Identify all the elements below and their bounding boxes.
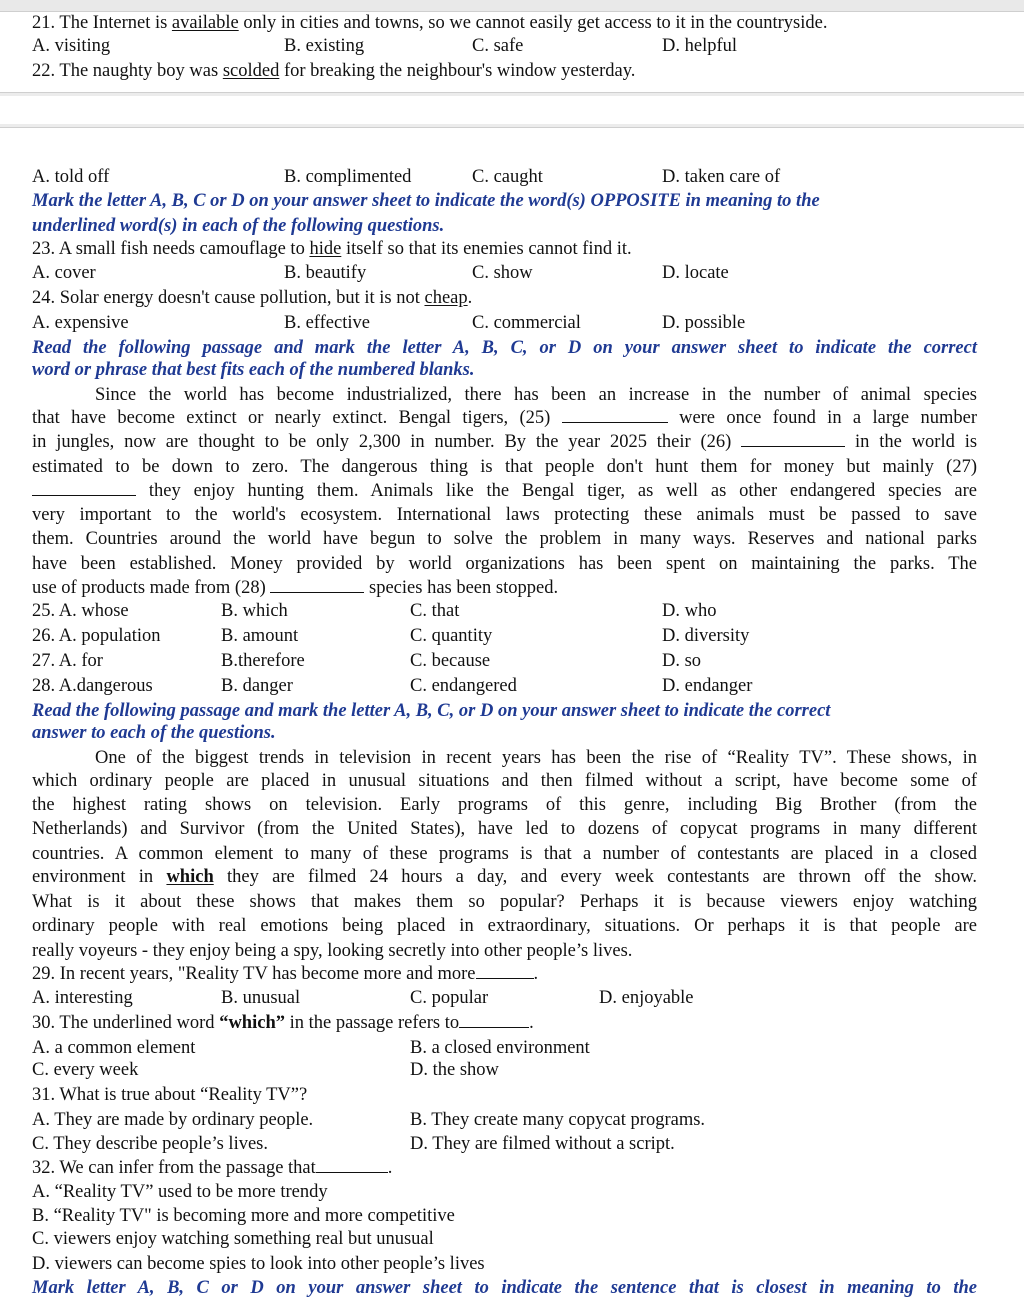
passage2-line: ordinary people with real emotions being placed in extraordinary, situations. Or perhaps it is that people are [32, 916, 977, 936]
passage2-line: countries. A common element to many of these programs is that a number of contestants are placed in a closed [32, 844, 977, 864]
q30-option-a[interactable]: A. a common element [32, 1038, 196, 1058]
q31-option-b[interactable]: B. They create many copycat programs. [410, 1110, 706, 1130]
underlined-which: which [166, 867, 214, 887]
q25-option-c[interactable]: C. that [410, 601, 460, 621]
q25-option-b[interactable]: B. which [221, 601, 288, 621]
q29-option-d[interactable]: D. enjoyable [599, 988, 694, 1008]
q32-option-b[interactable]: B. “Reality TV" is becoming more and more competitive [32, 1206, 455, 1226]
q28-option-a[interactable]: 28. A.dangerous [32, 676, 153, 696]
q26-option-b[interactable]: B. amount [221, 626, 299, 646]
q30-option-c[interactable]: C. every week [32, 1060, 139, 1080]
passage1-line: very important to the world's ecosystem. International laws protecting these animals must be passed to save [32, 505, 977, 525]
q25-option-d[interactable]: D. who [662, 601, 717, 621]
underlined-word: cheap [424, 288, 468, 308]
q26-option-d[interactable]: D. diversity [662, 626, 750, 646]
instruction-opposite-line1: Mark the letter A, B, C or D on your answer sheet to indicate the word(s) OPPOSITE in meaning to the [32, 191, 820, 211]
instruction-closest-line1: Mark letter A, B, C or D on your answer sheet to indicate the sentence that is closest in meaning to the [32, 1278, 977, 1298]
q24-option-a[interactable]: A. expensive [32, 313, 129, 333]
passage1-line: that have become extinct or nearly extinct. Bengal tigers, (25) were once found in a large number [32, 408, 978, 428]
instruction-cloze-line2: word or phrase that best fits each of the numbered blanks. [32, 360, 475, 380]
underlined-word: hide [309, 239, 342, 259]
passage2-line: environment in which they are filmed 24 hours a day, and every week contestants are thrown off the show. [32, 867, 977, 887]
q32-option-d[interactable]: D. viewers can become spies to look into other people’s lives [32, 1254, 485, 1274]
underlined-word: available [171, 13, 239, 33]
blank-29 [476, 964, 534, 979]
passage1-line: estimated to be down to zero. The dangerous thing is that people don't hunt them for money but mainly (27) [32, 457, 977, 477]
q27-option-d[interactable]: D. so [662, 651, 702, 671]
q27-option-a[interactable]: 27. A. for [32, 651, 103, 671]
q25-option-a[interactable]: 25. A. whose [32, 601, 129, 621]
passage1-line: them. Countries around the world have begun to solve the problem in many ways. Reserves and national parks [32, 529, 977, 549]
question-23: 23. A small fish needs camouflage to hide itself so that its enemies cannot find it. [32, 239, 632, 259]
q27-option-b[interactable]: B.therefore [221, 651, 305, 671]
blank-28 [270, 578, 364, 593]
blank-27 [32, 481, 136, 496]
passage1-line: in jungles, now are thought to be only 2,300 in number. By the year 2025 their (26) in the world is [32, 432, 978, 452]
q28-option-b[interactable]: B. danger [221, 676, 293, 696]
blank-32 [316, 1158, 388, 1173]
q30-option-d[interactable]: D. the show [410, 1060, 499, 1080]
question-24: 24. Solar energy doesn't cause pollution, but it is not cheap. [32, 288, 473, 308]
q31-option-c[interactable]: C. They describe people’s lives. [32, 1134, 268, 1154]
passage1-line: have been established. Money provided by world organizations has been spent on maintaining the parks. The [32, 554, 977, 574]
q31-option-d[interactable]: D. They are filmed without a script. [410, 1134, 675, 1154]
q30-option-b[interactable]: B. a closed environment [410, 1038, 590, 1058]
q32-option-a[interactable]: A. “Reality TV” used to be more trendy [32, 1182, 328, 1202]
q24-option-d[interactable]: D. possible [662, 313, 746, 333]
question-29: 29. In recent years, "Reality TV has become more and more . [32, 964, 539, 984]
passage2-line: Netherlands) and Survivor (from the United States), have led to dozens of copycat programs in many different [32, 819, 977, 839]
passage1-line: Since the world has become industrialized, there has been an increase in the number of animal species [95, 385, 977, 405]
q22-option-c[interactable]: C. caught [472, 167, 543, 187]
q32-option-c[interactable]: C. viewers enjoy watching something real but unusual [32, 1229, 434, 1249]
q23-option-a[interactable]: A. cover [32, 263, 96, 283]
top-divider [0, 0, 1024, 12]
question-31: 31. What is true about “Reality TV”? [32, 1085, 308, 1105]
underlined-word: scolded [222, 61, 280, 81]
passage2-line: really voyeurs - they enjoy being a spy, looking secretly into other people’s lives. [32, 941, 633, 961]
blank-25 [562, 408, 668, 423]
passage1-line: use of products made from (28) species has been stopped. [32, 578, 559, 598]
q26-option-c[interactable]: C. quantity [410, 626, 493, 646]
q28-option-c[interactable]: C. endangered [410, 676, 517, 696]
q22-option-b[interactable]: B. complimented [284, 167, 412, 187]
passage1-line: they enjoy hunting them. Animals like the Bengal tiger, as well as other endangered species are [32, 480, 977, 502]
q23-option-b[interactable]: B. beautify [284, 263, 367, 283]
passage2-line: which ordinary people are placed in unusual situations and then filmed without a script, have become some of [32, 771, 977, 791]
page-break [0, 92, 1024, 128]
q22-option-d[interactable]: D. taken care of [662, 167, 781, 187]
passage2-line: One of the biggest trends in television in recent years has been the rise of “Reality TV”. These shows, in [95, 748, 977, 768]
q21-option-a[interactable]: A. visiting [32, 36, 111, 56]
instruction-cloze-line1: Read the following passage and mark the letter A, B, C, or D on your answer sheet to indicate the correct [32, 338, 977, 358]
q21-option-c[interactable]: C. safe [472, 36, 524, 56]
blank-30 [459, 1013, 529, 1028]
question-30: 30. The underlined word “which” in the passage refers to . [32, 1013, 534, 1033]
question-21: 21. The Internet is available only in cities and towns, so we cannot easily get access to it in the countryside. [32, 13, 828, 33]
q26-option-a[interactable]: 26. A. population [32, 626, 161, 646]
q21-option-d[interactable]: D. helpful [662, 36, 738, 56]
blank-26 [741, 432, 845, 447]
q23-option-d[interactable]: D. locate [662, 263, 729, 283]
q29-option-a[interactable]: A. interesting [32, 988, 133, 1008]
q31-option-a[interactable]: A. They are made by ordinary people. [32, 1110, 314, 1130]
instruction-reading-line2: answer to each of the questions. [32, 723, 276, 743]
q28-option-d[interactable]: D. endanger [662, 676, 753, 696]
question-22: 22. The naughty boy was scolded for breaking the neighbour's window yesterday. [32, 61, 636, 81]
instruction-opposite-line2: underlined word(s) in each of the following questions. [32, 216, 445, 236]
instruction-reading-line1: Read the following passage and mark the letter A, B, C, or D on your answer sheet to indicate the correct [32, 701, 831, 721]
q27-option-c[interactable]: C. because [410, 651, 491, 671]
q24-option-c[interactable]: C. commercial [472, 313, 581, 333]
q24-option-b[interactable]: B. effective [284, 313, 370, 333]
q22-option-a[interactable]: A. told off [32, 167, 110, 187]
passage2-line: the highest rating shows on television. Early programs of this genre, including Big Brother (from the [32, 795, 977, 815]
question-32: 32. We can infer from the passage that . [32, 1158, 393, 1178]
passage2-line: What is it about these shows that makes them so popular? Perhaps it is because viewers enjoy watching [32, 892, 977, 912]
q21-option-b[interactable]: B. existing [284, 36, 365, 56]
q23-option-c[interactable]: C. show [472, 263, 533, 283]
q29-option-c[interactable]: C. popular [410, 988, 489, 1008]
q29-option-b[interactable]: B. unusual [221, 988, 301, 1008]
